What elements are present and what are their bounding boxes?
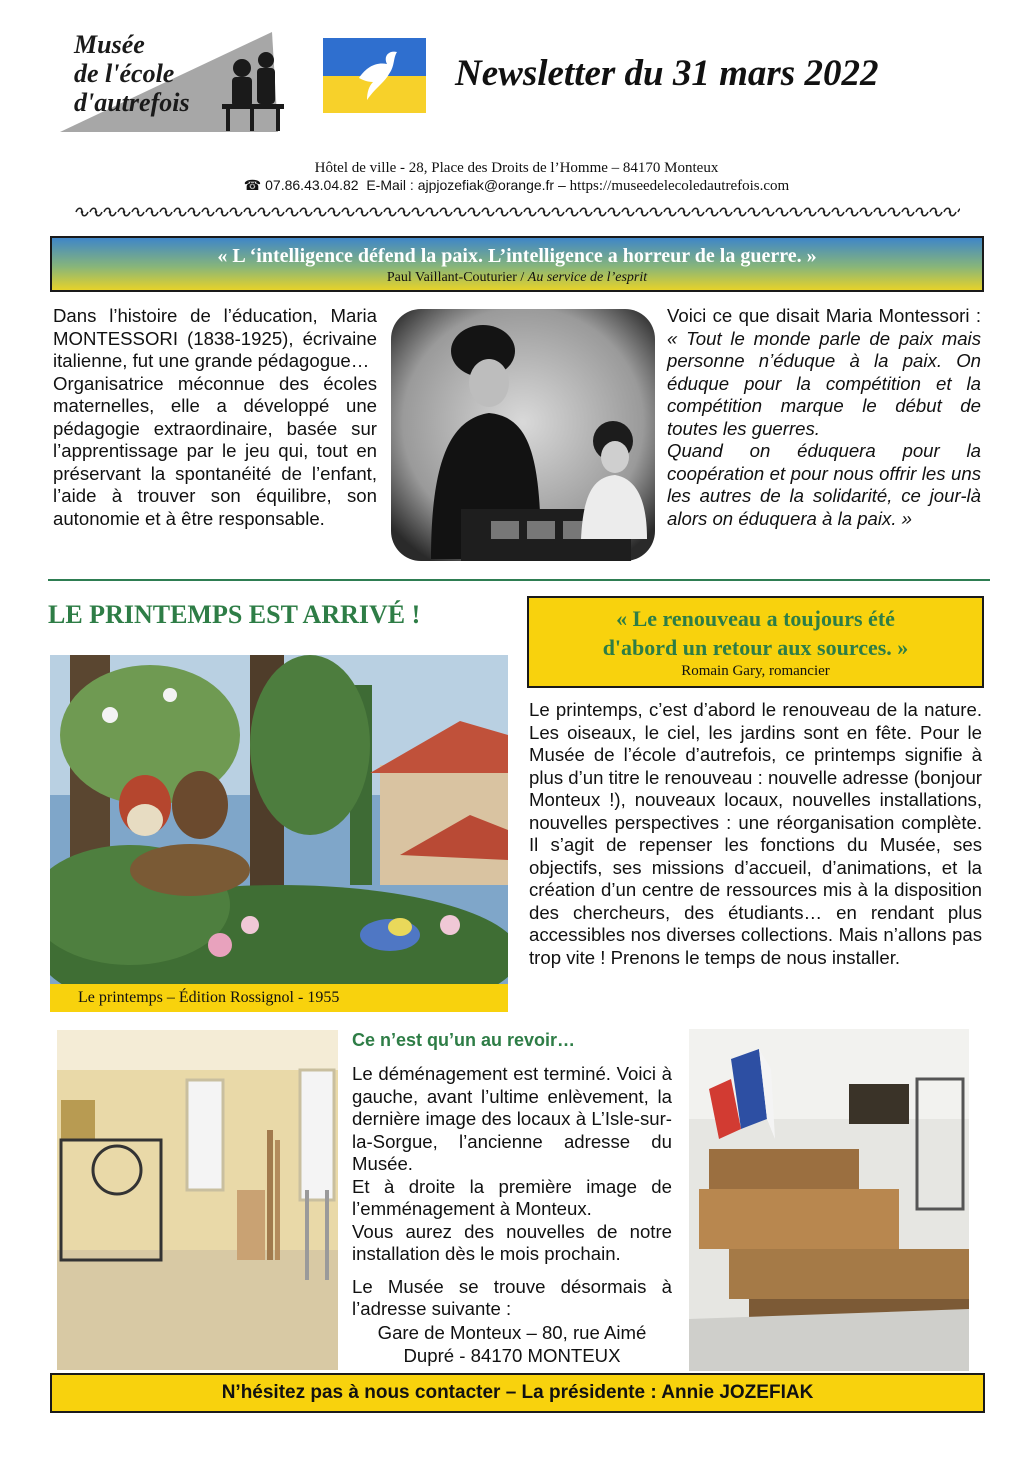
move-heading: Ce n’est qu’un au revoir… [352, 1030, 576, 1050]
painting-caption: Le printemps – Édition Rossignol - 1955 [50, 984, 508, 1012]
ornamental-divider [75, 206, 960, 218]
montessori-paragraph-2: Organisatrice méconnue des écoles maternelles, elle a développé une pédagogie extraordinaire, basée sur l’apprentissage par le jeu qui, tout en préservant la spontanéité de l’enfant, l’aide à trouver son équilibre, son autonomie et à être responsable. [53, 372, 377, 529]
museum-address: Hôtel de ville - 28, Place des Droits de l’Homme – 84170 Monteux [314, 160, 719, 176]
email-label: E-Mail : [366, 177, 414, 193]
quote-text: « L ‘intelligence défend la paix. L’intelligence a horreur de la guerre. » [217, 245, 817, 267]
quote-banner-intelligence [50, 236, 984, 292]
renouveau-quote-author: Romain Gary, romancier [681, 663, 830, 679]
renouveau-quote-line-2: d'abord un retour aux sources. » [602, 635, 909, 660]
ukraine-peace-flag [323, 38, 426, 113]
phone-icon: ☎ [243, 177, 262, 193]
old-premises-photo [57, 1030, 338, 1370]
spring-article: Le printemps, c’est d’abord le renouveau de la nature. Les oiseaux, le ciel, les jardins sont en fête. Pour le Musée de l’école d’autrefois, ce printemps signifie à plus d’un titre le renouveau : nouvelle adresse (bonjour Monteux !), nouveaux locaux, nouvelles installations, nouvelles perspectives : une réorganisation complète. Il s’agit de repenser les fonctions du Musée, ses objectifs, ses missions d’accueil, d’animations, et la création d’un centre de ressources mis à la disposition des chercheurs, des étudiants… en rendant plus accessibles nos diverses collections. Mais n’allons pas trop vite ! Prenons le temps de nous installer. [529, 699, 982, 968]
move-paragraph-1: Le déménagement est terminé. Voici à gauche, avant l’ultime enlèvement, la dernière image des locaux à L’Isle-sur-la-Sorgue, l’ancienne adresse du Musée. [352, 1063, 672, 1174]
quote-source: Au service de l’esprit [527, 270, 648, 285]
new-address: Gare de Monteux – 80, rue Aimé Dupré - 84170 MONTEUX [377, 1322, 647, 1366]
museum-logo [60, 28, 295, 136]
montessori-photo [391, 309, 655, 561]
phone-number[interactable]: 07.86.43.04.82 [265, 177, 359, 193]
new-premises-photo [689, 1029, 969, 1371]
quote-author-name: Paul Vaillant-Couturier / [386, 270, 528, 285]
contact-line [0, 177, 1033, 195]
newsletter-title: Newsletter du 31 mars 2022 [455, 53, 879, 94]
move-paragraph-3: Vous aurez des nouvelles de notre installation dès le mois prochain. [352, 1220, 672, 1264]
montessori-quote-continued: Quand on éduquera pour la coopération et pour nous offrir les uns les autres de la solidarité, ce jour-là alors on éduquera à la paix. » [667, 440, 981, 529]
montessori-paragraph-1: Dans l’histoire de l’éducation, Maria MONTESSORI (1838-1925), écrivaine italienne, fut une grande pédagogue… [53, 305, 377, 371]
spring-painting [50, 655, 508, 985]
logo-text [74, 30, 190, 117]
montessori-quote: « Tout le monde parle de paix mais personne n’éduque à la paix. On éduque pour la compétition et la compétition marque le début de toutes les guerres. [667, 327, 981, 439]
move-paragraph-2: Et à droite la première image de l’emménagement à Monteux. [352, 1175, 672, 1219]
section-divider [48, 579, 990, 581]
logo-line-2: de l'école [74, 59, 175, 88]
montessori-left-column [53, 305, 377, 530]
contact-banner: N’hésitez pas à nous contacter – La présidente : Annie JOZEFIAK [50, 1373, 985, 1413]
move-paragraph-4: Le Musée se trouve désormais à l’adresse suivante : [352, 1275, 672, 1319]
spring-heading: LE PRINTEMPS EST ARRIVÉ ! [48, 600, 421, 629]
email-link[interactable]: ajpjozefiak@orange.fr [417, 177, 555, 193]
logo-line-1: Musée [74, 30, 145, 59]
montessori-right-column [667, 305, 981, 530]
montessori-quote-intro: Voici ce que disait Maria Montessori : [667, 305, 981, 326]
quote-banner-renouveau [527, 596, 984, 688]
quote-author [52, 270, 982, 286]
dove-icon [353, 48, 401, 104]
website-link[interactable]: https://museedelecoledautrefois.com [569, 178, 790, 194]
logo-line-3: d'autrefois [74, 88, 190, 117]
contact-separator: – [557, 177, 566, 193]
renouveau-quote-line-1: « Le renouveau a toujours été [616, 606, 895, 631]
move-article [352, 1063, 672, 1321]
